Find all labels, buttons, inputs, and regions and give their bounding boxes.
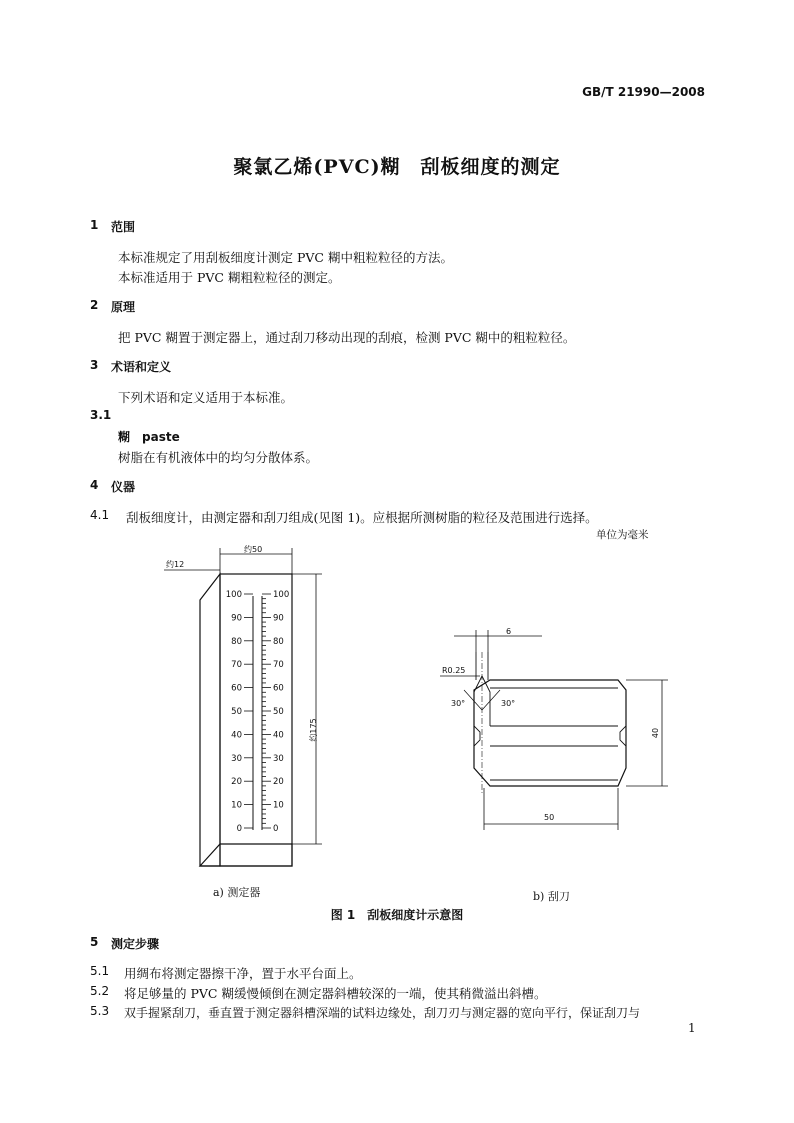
scale-label-left: 100: [225, 590, 242, 600]
section-number: 4: [90, 478, 99, 492]
figure-title: 图 1 刮板细度计示意图: [330, 908, 464, 922]
dim-length-label: 约175: [309, 718, 318, 742]
gauge-drawing: [164, 548, 322, 866]
scale-label-right: 80: [273, 636, 284, 647]
dim-scraper-width-label: 50: [544, 813, 555, 822]
scale-label-right: 40: [273, 730, 284, 741]
dim-radius-label: R0.25: [442, 666, 466, 675]
figure-caption-b: b) 刮刀: [533, 890, 570, 903]
dim-height-label: 40: [651, 727, 660, 739]
paragraph: 刮板细度计，由测定器和刮刀组成(见图 1)。应根据所测树脂的粒径及范围进行选择。: [126, 510, 598, 525]
scale-label-right: 100: [273, 590, 290, 600]
scale-label-left: 20: [231, 777, 242, 788]
scale-label-left: 70: [231, 660, 242, 671]
figure-1: [140, 540, 680, 870]
paragraph: 本标准规定了用刮板细度计测定 PVC 糊中粗粒粒径的方法。: [118, 250, 453, 265]
figure-caption-a: a) 测定器: [213, 886, 261, 899]
section-number: 2: [90, 298, 99, 312]
scale-label-right: 10: [273, 800, 284, 811]
dim-blade-label: 6: [506, 627, 512, 636]
section-number: 5: [90, 935, 99, 949]
scale-label-left: 60: [231, 683, 242, 694]
paragraph: 用绸布将测定器擦干净，置于水平台面上。: [124, 966, 362, 981]
scale-label-right: 60: [273, 683, 284, 694]
scale-label-right: 50: [273, 707, 284, 717]
scale-label-right: 0: [273, 824, 279, 834]
dim-groove-label: 约12: [166, 560, 185, 569]
section-title: 术语和定义: [111, 360, 172, 374]
paragraph: 把 PVC 糊置于测定器上，通过刮刀移动出现的刮痕，检测 PVC 糊中的粗粒粒径。: [118, 330, 576, 345]
section-number: 3: [90, 358, 99, 372]
page-title: 聚氯乙烯(PVC)糊 刮板细度的测定: [233, 156, 561, 178]
section-title: 仪器: [111, 480, 136, 494]
angle-left-label: 30°: [451, 699, 466, 708]
section-title: 范围: [111, 220, 136, 234]
scale-label-right: 70: [273, 660, 284, 671]
gauge-bottom-bevel: [200, 844, 292, 866]
scale-label-left: 80: [231, 636, 242, 647]
clause-number: 5.2: [90, 984, 110, 998]
scale-label-left: 50: [231, 707, 242, 717]
paragraph: 本标准适用于 PVC 糊粗粒粒径的测定。: [118, 270, 341, 285]
section-title: 原理: [111, 300, 136, 314]
clause-number: 5.3: [90, 1004, 110, 1018]
section-title: 测定步骤: [111, 937, 160, 951]
scale-label-right: 20: [273, 777, 284, 788]
paragraph: 下列术语和定义适用于本标准。: [118, 390, 294, 405]
scale-label-left: 30: [231, 753, 242, 764]
clause-number: 3.1: [90, 408, 112, 422]
dim-width-label: 约50: [244, 545, 263, 554]
term: 糊 paste: [118, 430, 180, 444]
page-number: 1: [688, 1021, 696, 1035]
scale-label-right: 90: [273, 613, 284, 624]
scale-label-left: 10: [231, 800, 242, 811]
scale-label-left: 90: [231, 613, 242, 624]
angle-right-label: 30°: [501, 699, 516, 708]
scale-label-left: 40: [231, 730, 242, 741]
paragraph: 双手握紧刮刀，垂直置于测定器斜槽深端的试料边缘处，刮刀刃与测定器的宽向平行，保证刮刀与: [124, 1006, 641, 1020]
doc-number: GB/T 21990—2008: [582, 85, 705, 99]
clause-number: 4.1: [90, 508, 110, 522]
unit-note: 单位为毫米: [596, 529, 649, 541]
definition: 树脂在有机液体中的均匀分散体系。: [118, 450, 319, 465]
paragraph: 将足够量的 PVC 糊缓慢倾倒在测定器斜槽较深的一端，使其稍微溢出斜槽。: [124, 986, 547, 1001]
clause-number: 5.1: [90, 964, 110, 978]
gauge-side-bevel: [200, 574, 220, 866]
scale-label-left: 0: [236, 824, 242, 834]
section-number: 1: [90, 218, 99, 232]
scraper-drawing: [440, 630, 668, 830]
scale-label-right: 30: [273, 753, 284, 764]
scraper-body: [474, 680, 626, 786]
